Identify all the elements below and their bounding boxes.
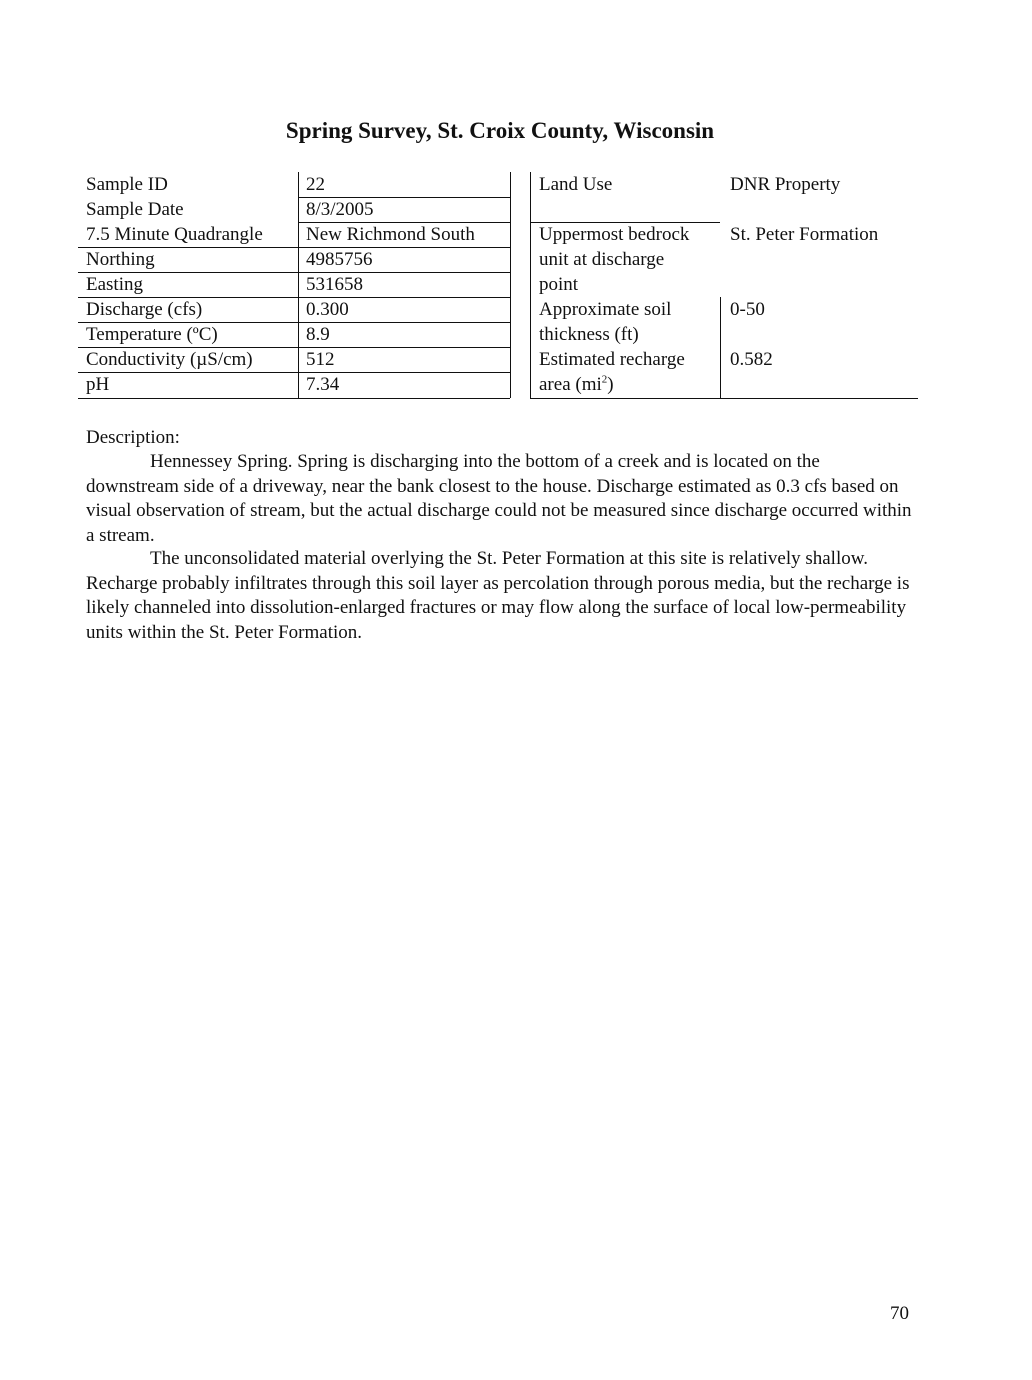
table-rule: [78, 322, 510, 323]
table-rule: [78, 347, 510, 348]
table-divider: [510, 172, 511, 398]
label-bedrock-line2: unit at discharge: [539, 249, 665, 270]
label-soil-line2: thickness (ft): [539, 324, 639, 345]
label-quadrangle: 7.5 Minute Quadrangle: [86, 224, 263, 245]
value-soil: 0-50: [730, 299, 765, 320]
table-rule: [78, 398, 510, 399]
label-land-use: Land Use: [539, 174, 613, 195]
label-sample-date: Sample Date: [86, 199, 184, 220]
description-label: Description:: [86, 427, 180, 448]
table-divider: [298, 172, 299, 398]
label-northing: Northing: [86, 249, 155, 270]
value-discharge: 0.300: [306, 299, 349, 320]
label-discharge: Discharge (cfs): [86, 299, 203, 320]
label-temperature: Temperature (ºC): [86, 324, 218, 345]
table-rule: [78, 247, 510, 248]
table-divider: [720, 297, 721, 398]
table-rule: [530, 398, 918, 399]
label-conductivity: Conductivity (µS/cm): [86, 349, 253, 370]
table-rule: [298, 197, 510, 198]
label-easting: Easting: [86, 274, 143, 295]
table-rule: [78, 297, 510, 298]
label-sample-id: Sample ID: [86, 174, 168, 195]
value-northing: 4985756: [306, 249, 373, 270]
table-rule: [298, 222, 510, 223]
value-conductivity: 512: [306, 349, 335, 370]
label-recharge-line2: [531, 373, 614, 397]
label-bedrock-line3: point: [539, 274, 579, 295]
value-land-use: DNR Property: [730, 174, 841, 195]
description-paragraph-1: Hennessey Spring. Spring is discharging into the bottom of a creek and is located on the downstream side of a driveway, near the bank closest to the house. Discharge estimated as 0.3 cfs based on visual observation of stream, but the actual discharge could not be measured since discharge occurred within a stream.: [86, 451, 912, 546]
label-ph: pH: [86, 374, 110, 395]
value-recharge: 0.582: [730, 349, 773, 370]
page-number: 70: [890, 1303, 909, 1324]
description-paragraph-2: The unconsolidated material overlying the St. Peter Formation at this site is relatively shallow. Recharge probably infiltrates through this soil layer as percolation through porous media, but the recharge is likely channeled into dissolution-enlarged fractures or may flow along the surface of local low-permeability units within the St. Peter Formation.: [86, 548, 910, 643]
label-recharge-line1: Estimated recharge: [539, 349, 685, 370]
value-ph: 7.34: [306, 374, 340, 395]
label-bedrock-line1: Uppermost bedrock: [539, 224, 690, 245]
value-easting: 531658: [306, 274, 363, 295]
value-bedrock: St. Peter Formation: [730, 224, 879, 245]
page-title: Spring Survey, St. Croix County, Wisconsin: [285, 118, 715, 143]
recharge-unit-exponent: 2: [601, 373, 608, 386]
value-quadrangle: New Richmond South: [306, 224, 475, 245]
table-rule: [78, 272, 510, 273]
label-soil-line1: Approximate soil: [539, 299, 672, 320]
value-sample-date: 8/3/2005: [306, 199, 374, 220]
recharge-unit-prefix: area (mi: [539, 374, 602, 395]
table-rule: [78, 372, 510, 373]
recharge-unit-suffix: ): [607, 374, 614, 395]
value-temperature: 8.9: [306, 324, 330, 345]
value-sample-id: 22: [306, 174, 325, 195]
